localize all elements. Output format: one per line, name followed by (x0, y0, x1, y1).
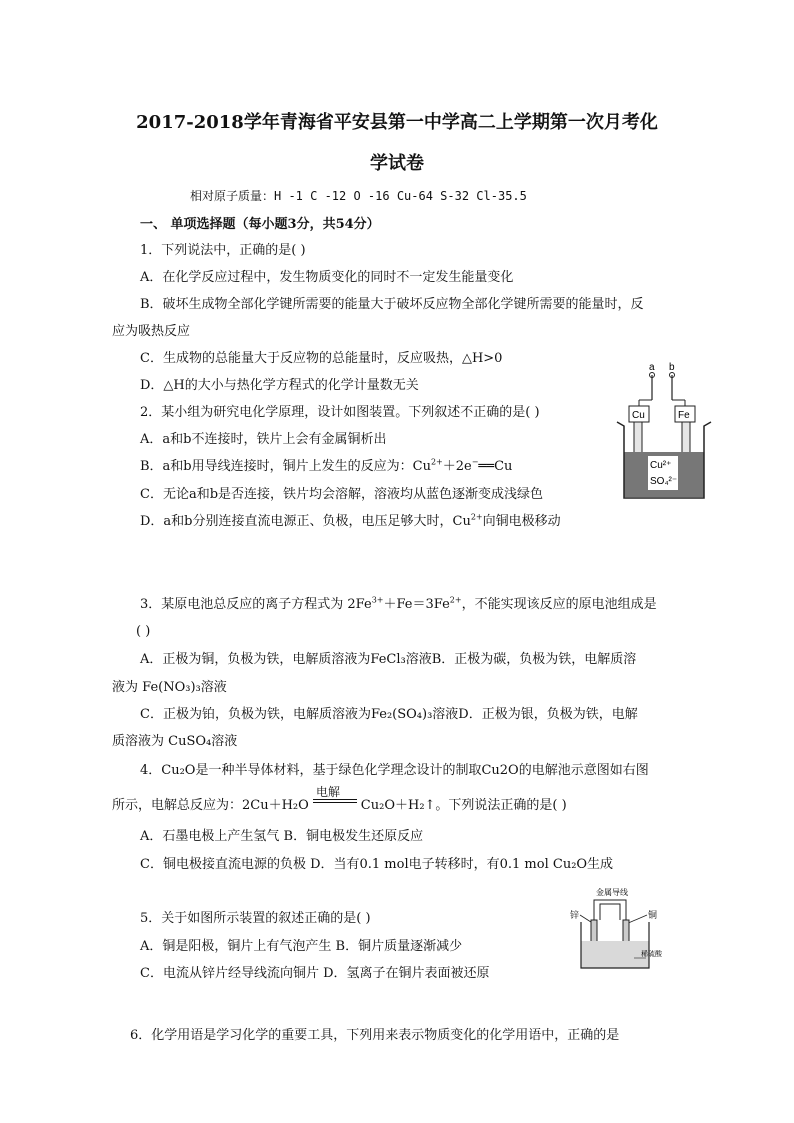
exam-title-line2: 学试卷 (370, 153, 424, 174)
q5-cell-figure (564, 886, 674, 976)
q1-option-d: D．△H的大小与热化学方程式的化学计量数无关 (140, 378, 419, 393)
atomic-mass-line: 相对原子质量：H -1 C -12 O -16 Cu-64 S-32 Cl-35.5 (190, 189, 527, 203)
q2-option-c: C．无论a和b是否连接，铁片均会溶解，溶液均从蓝色逐渐变成浅绿色 (140, 487, 544, 502)
section-heading: 一、 单项选择题（每小题3分，共54分） (140, 217, 380, 232)
q1-stem: 1．下列说法中，正确的是( ) (140, 243, 306, 258)
q4-options-ab: A．石墨电极上产生氢气 B．铜电极发生还原反应 (140, 829, 424, 844)
q5-options-cd: C．电流从锌片经导线流向铜片 D．氢离子在铜片表面被还原 (140, 966, 490, 981)
exam-title-line1: 2017-2018学年青海省平安县第一中学高二上学期第一次月考化 (136, 112, 658, 133)
cu-electrode-label: Cu (632, 410, 645, 421)
q3-stem-line1: 3．某原电池总反应的离子方程式为 $2Fe^{3+}+Fe=3Fe^{2+}$，不能实现该反应的原电池组成是 (140, 595, 657, 612)
q1-option-a: A．在化学反应过程中，发生物质变化的同时不一定发生能量变化 (140, 270, 514, 285)
q3-options-ab-line2: 液为 Fe(NO₃)₃溶液 (112, 680, 227, 695)
q3-options-cd-line1: C．正极为铂，负极为铁，电解质溶液为Fe₂(SO₄)₃溶液D．正极为银，负极为铁，电解 (140, 707, 638, 722)
sulfate-ion-label: SO₄²⁻ (650, 476, 678, 487)
q6-stem: 6．化学用语是学习化学的重要工具，下列用来表示物质变化的化学用语中，正确的是 (130, 1028, 620, 1043)
q5-options-ab: A．铜是阳极，铜片上有气泡产生 B．铜片质量逐渐减少 (140, 939, 463, 954)
metal-wire-label: 金属导线 (596, 888, 628, 897)
q1-option-b-line1: B．破坏生成物全部化学键所需要的能量大于破坏反应物全部化学键所需要的能量时，反 (140, 297, 644, 312)
q2-stem: 2．某小组为研究电化学原理，设计如图装置。下列叙述不正确的是( ) (140, 405, 540, 420)
q3-options-cd-line2: 质溶液为 CuSO₄溶液 (112, 734, 238, 749)
q4-options-cd: C．铜电极接直流电源的负极 D．当有0.1 mol电子转移时，有0.1 mol Cu₂O生成 (140, 857, 614, 872)
q5-stem: 5．关于如图所示装置的叙述正确的是( ) (140, 911, 371, 926)
q2-option-a: A．a和b不连接时，铁片上会有金属铜析出 (140, 432, 387, 447)
cu-ion-label: Cu²⁺ (650, 460, 672, 471)
q1-option-b-line2: 应为吸热反应 (112, 324, 191, 339)
q3-stem-line2: ( ) (136, 624, 151, 639)
terminal-b-label: b (669, 362, 675, 373)
fe-electrode-label: Fe (678, 410, 690, 421)
copper-label: 铜 (648, 910, 658, 920)
q2-beaker-figure (612, 360, 717, 505)
dilute-acid-label: 稀硫酸 (641, 951, 662, 958)
q2-option-b: B．a和b用导线连接时，铜片上发生的反应为：$Cu^{2+}+2e^-══Cu$ (140, 457, 513, 474)
q4-stem-line2: 所示，电解总反应为：2Cu＋H₂O Cu₂O＋H₂↑。下列说法正确的是( ) (112, 798, 567, 813)
q4-stem-line1: 4．Cu₂O是一种半导体材料，基于绿色化学理念设计的制取Cu2O的电解池示意图如右图 (140, 763, 649, 778)
zinc-label: 锌 (570, 910, 580, 920)
terminal-a-label: a (649, 362, 655, 373)
q4-electrolysis-condition: 电解 (316, 785, 341, 799)
q1-option-c: C．生成物的总能量大于反应物的总能量时，反应吸热，△H>0 (140, 351, 503, 366)
q2-option-d: D．a和b分别连接直流电源正、负极，电压足够大时，$Cu^{2+}$向铜电极移动 (140, 512, 561, 529)
q3-options-ab-line1: A．正极为铜，负极为铁，电解质溶液为FeCl₃溶液B．正极为碳，负极为铁，电解质溶 (140, 652, 637, 667)
